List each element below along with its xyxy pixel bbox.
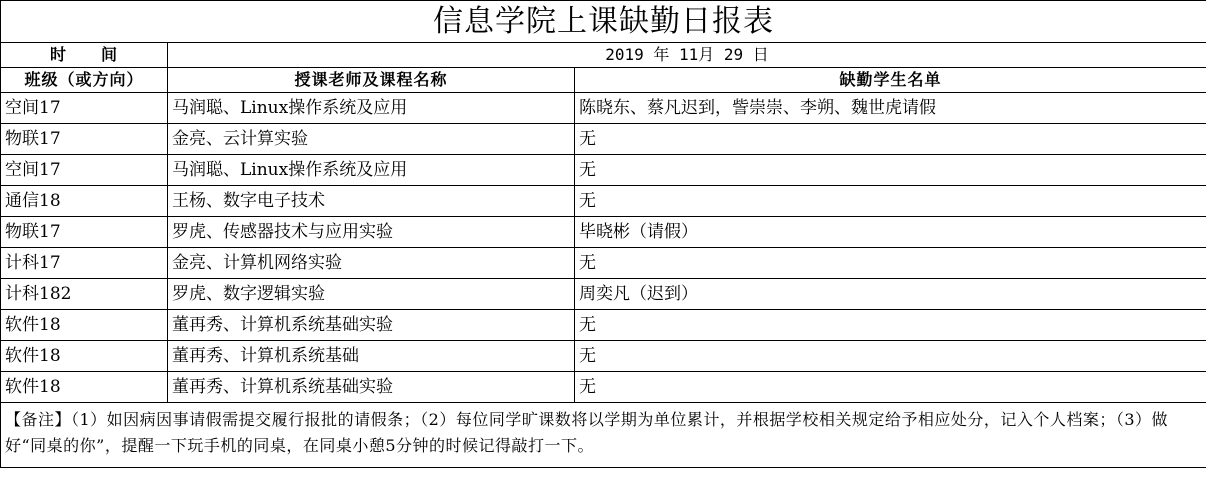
table-row (1, 217, 1206, 248)
remarks-note: 【备注】（1）如因病因事请假需提交履行报批的请假条；（2）每位同学旷课数将以学期为单位累计，并根据学校相关规定给予相应处分，记入个人档案；（3）做好“同桌的你”，提醒一下玩手机的同桌，在同桌小憩5分钟的时候记得敲打一下。 (1, 403, 1206, 468)
class-cell: 通信18 (1, 186, 168, 217)
absent-cell: 无 (575, 372, 1206, 403)
table-row (1, 186, 1206, 217)
class-cell: 空间17 (1, 93, 168, 124)
absent-cell: 无 (575, 341, 1206, 372)
header-teacher-course: 授课老师及课程名称 (168, 68, 575, 93)
absent-cell: 无 (575, 186, 1206, 217)
header-absent-students: 缺勤学生名单 (575, 68, 1206, 93)
teacher-course-cell: 罗虎、传感器技术与应用实验 (168, 217, 575, 248)
note-row (1, 403, 1206, 468)
teacher-course-cell: 王杨、数字电子技术 (168, 186, 575, 217)
absent-cell: 无 (575, 248, 1206, 279)
absent-cell: 无 (575, 310, 1206, 341)
teacher-course-cell: 董再秀、计算机系统基础实验 (168, 310, 575, 341)
class-cell: 物联17 (1, 124, 168, 155)
teacher-course-cell: 金亮、云计算实验 (168, 124, 575, 155)
time-row (1, 43, 1206, 68)
teacher-course-cell: 董再秀、计算机系统基础实验 (168, 372, 575, 403)
table-row (1, 310, 1206, 341)
absent-cell: 陈晓东、蔡凡迟到，訾崇崇、李朔、魏世虎请假 (575, 93, 1206, 124)
class-cell: 空间17 (1, 155, 168, 186)
time-label: 时 间 (1, 43, 168, 68)
report-title: 信息学院上课缺勤日报表 (1, 1, 1206, 43)
absent-cell: 无 (575, 124, 1206, 155)
absent-cell: 毕晓彬（请假） (575, 217, 1206, 248)
class-cell: 软件18 (1, 341, 168, 372)
class-cell: 计科182 (1, 279, 168, 310)
teacher-course-cell: 罗虎、数字逻辑实验 (168, 279, 575, 310)
class-cell: 软件18 (1, 372, 168, 403)
title-row (1, 1, 1206, 43)
absent-cell: 周奕凡（迟到） (575, 279, 1206, 310)
table-row (1, 279, 1206, 310)
table-row (1, 124, 1206, 155)
class-cell: 物联17 (1, 217, 168, 248)
teacher-course-cell: 金亮、计算机网络实验 (168, 248, 575, 279)
table-row (1, 248, 1206, 279)
teacher-course-cell: 董再秀、计算机系统基础 (168, 341, 575, 372)
teacher-course-cell: 马润聪、Linux操作系统及应用 (168, 155, 575, 186)
table-row (1, 341, 1206, 372)
table-row (1, 372, 1206, 403)
report-date: 2019 年 11月 29 日 (168, 43, 1206, 68)
teacher-course-cell: 马润聪、Linux操作系统及应用 (168, 93, 575, 124)
absent-cell: 无 (575, 155, 1206, 186)
class-cell: 计科17 (1, 248, 168, 279)
header-class: 班级（或方向） (1, 68, 168, 93)
header-row (1, 68, 1206, 93)
table-row (1, 93, 1206, 124)
table-row (1, 155, 1206, 186)
class-cell: 软件18 (1, 310, 168, 341)
